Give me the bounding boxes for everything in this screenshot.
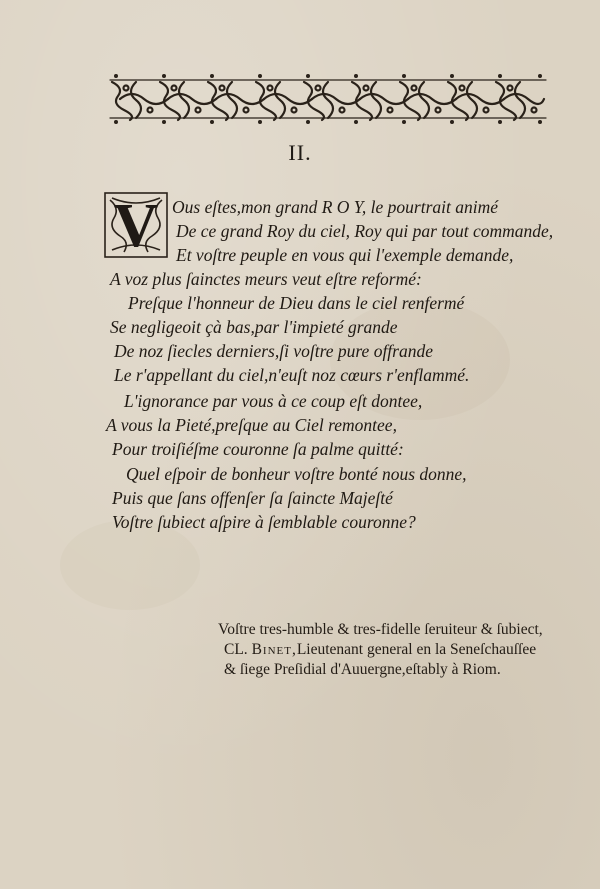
verse-line: A voz plus ſainctes meurs veut eſtre reformé: [110, 269, 422, 289]
verse-line: Preſque l'honneur de Dieu dans le ciel renfermé [128, 293, 465, 313]
verse-line: Voſtre ſubiect aſpire à ſemblable couronne? [112, 512, 416, 532]
signature-prefix: CL. [224, 641, 248, 658]
author-name: Binet, [251, 641, 297, 658]
signature-block [210, 620, 570, 680]
verse-line: Quel eſpoir de bonheur voſtre bonté nous donne, [126, 464, 467, 484]
signature-line-1: Voſtre tres-humble & tres-fidelle ſeruiteur & ſubiect, [218, 621, 543, 638]
verse-line: De noz ſiecles derniers,ſi voſtre pure offrande [114, 341, 433, 361]
signature-title: Lieutenant general en la Seneſchauſſee [296, 641, 537, 658]
verse-line: A vous la Pieté,preſque au Ciel remontee, [106, 415, 397, 435]
verse-line: Ous eſtes,mon grand R O Y, le pourtrait animé [172, 197, 499, 217]
verse-line: Puis que ſans offenſer ſa ſaincte Majeſté [112, 488, 393, 508]
verse-line: Le r'appellant du ciel,n'euſt noz cœurs r'enflammé. [114, 365, 470, 385]
section-number: II. [288, 140, 312, 165]
dropcap-letter: V [113, 192, 159, 260]
verse-line: Pour troiſiéſme couronne ſa palme quitté: [112, 439, 404, 459]
verse-line: Et voſtre peuple en vous qui l'exemple demande, [176, 245, 514, 265]
signature-line-2 [210, 640, 570, 660]
verse-line: Se negligeoit çà bas,par l'impieté grande [110, 317, 398, 337]
signature-line-3: & ſiege Preſidial d'Auuergne,eſtably à Riom. [224, 661, 501, 678]
verse-line: De ce grand Roy du ciel, Roy qui par tout commande, [176, 221, 554, 241]
verse-line: L'ignorance par vous à ce coup eſt dontee, [124, 391, 423, 411]
